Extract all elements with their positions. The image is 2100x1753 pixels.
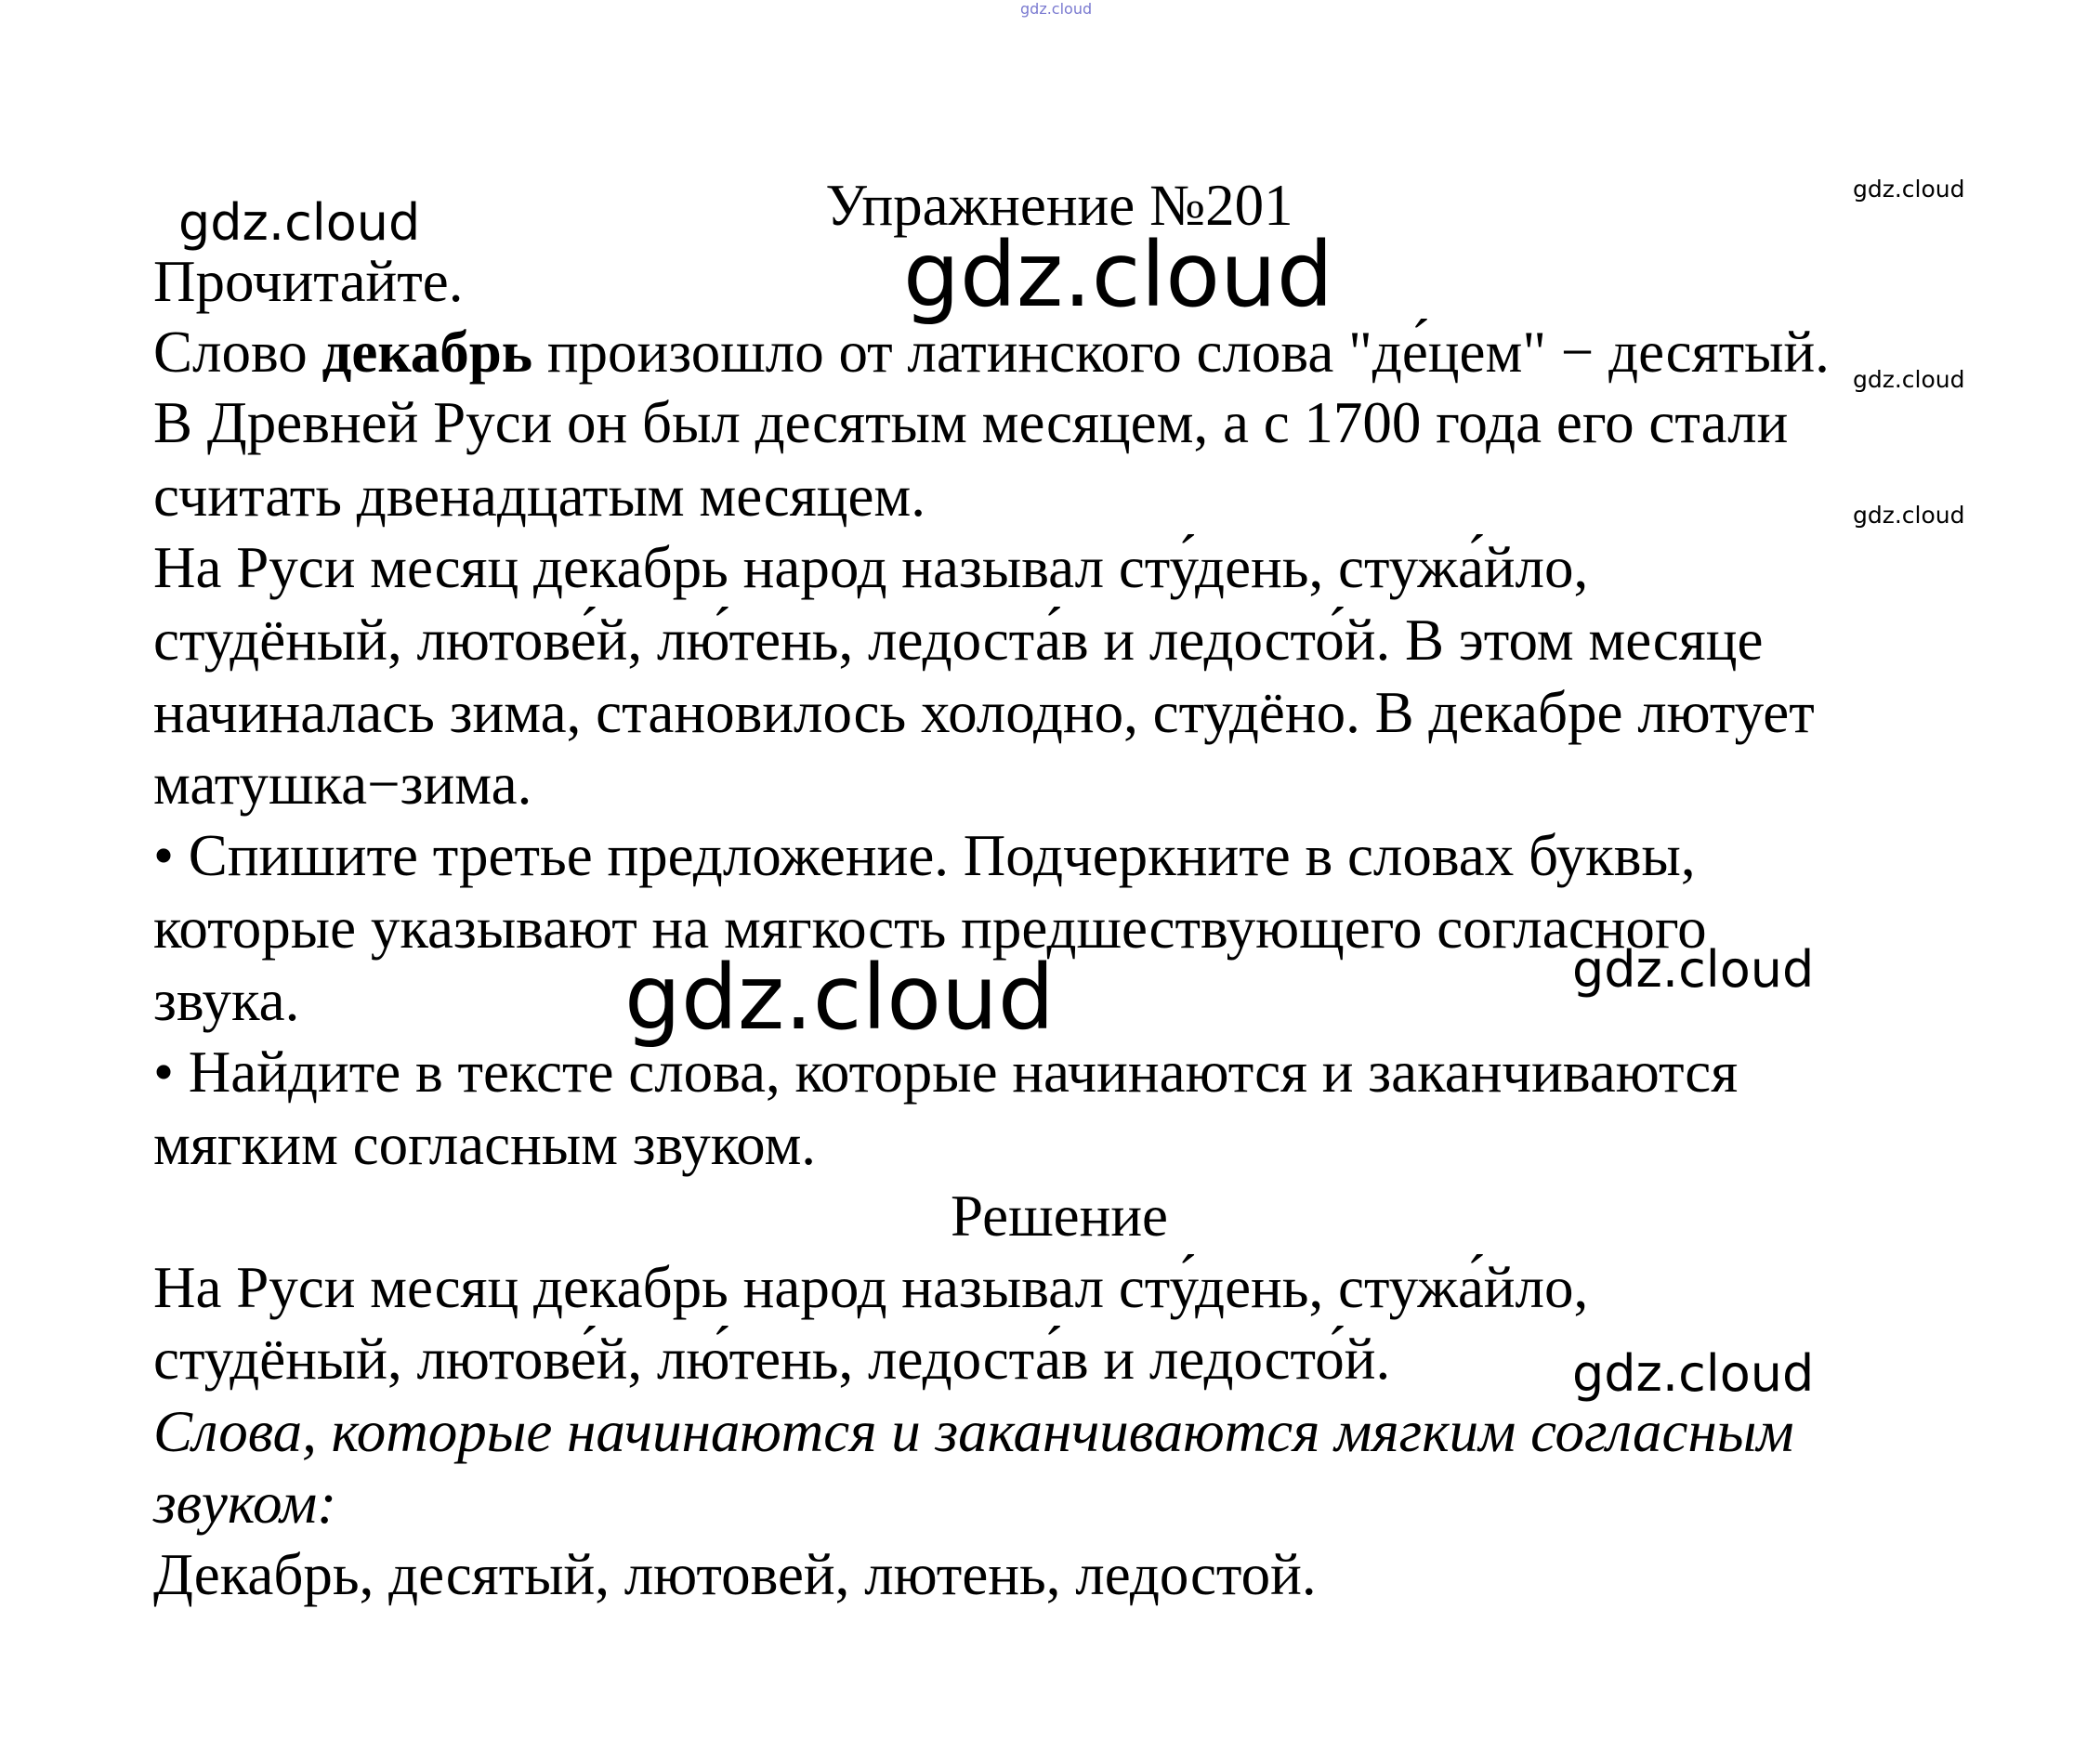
- task-2-line-1: • Найдите в тексте слова, которые начинаются и заканчиваются: [153, 1040, 1739, 1105]
- watermark-large-2: gdz.cloud: [624, 946, 1055, 1050]
- text-line-2: В Древней Руси он был десятым месяцем, а с 1700 года его стали: [153, 390, 1789, 455]
- text-line-6: начиналась зима, становилось холодно, студёно. В декабре лютует: [153, 680, 1815, 745]
- watermark-medium-1: gdz.cloud: [178, 193, 421, 252]
- solution-heading: Решение: [950, 1184, 1169, 1249]
- watermark-top: gdz.cloud: [1020, 0, 1093, 18]
- task-1-line-3: звука.: [153, 968, 300, 1033]
- solution-line-1: На Руси месяц декабрь народ называл сту́день, стужа́йло,: [153, 1255, 1589, 1320]
- text-line-1-end: произошло от латинского слова "де́цем" − десятый.: [532, 320, 1830, 385]
- text-line-4: На Руси месяц декабрь народ называл сту́день, стужа́йло,: [153, 535, 1589, 600]
- watermark-medium-3: gdz.cloud: [1572, 1344, 1815, 1403]
- solution-line-2: студёный, лютове́й, лю́тень, ледоста́в и ледосто́й.: [153, 1327, 1391, 1392]
- text-line-3: считать двенадцатым месяцем.: [153, 464, 926, 529]
- instruction: Прочитайте.: [153, 249, 464, 314]
- solution-italic-line-2: звуком:: [153, 1471, 337, 1536]
- solution-answer: Декабрь, десятый, лютовей, лютень, ледостой.: [153, 1542, 1317, 1607]
- task-2-line-2: мягким согласным звуком.: [153, 1112, 817, 1177]
- task-1-line-2: которые указывают на мягкость предшествующего согласного: [153, 896, 1707, 961]
- text-line-7: матушка−зима.: [153, 752, 532, 817]
- watermark-medium-2: gdz.cloud: [1572, 940, 1815, 999]
- task-1-line-1: • Спишите третье предложение. Подчеркните в словах буквы,: [153, 823, 1696, 888]
- text-line-1-start: Слово: [153, 320, 322, 385]
- watermark-small-3: gdz.cloud: [1853, 502, 1965, 529]
- text-line-1: [153, 317, 1830, 387]
- solution-italic-line-1: Слова, которые начинаются и заканчиваются мягким согласным: [153, 1399, 1794, 1464]
- watermark-large-1: gdz.cloud: [903, 223, 1333, 327]
- watermark-small-1: gdz.cloud: [1853, 176, 1965, 203]
- text-line-5: студёный, лютове́й, лю́тень, ледоста́в и ледосто́й. В этом месяце: [153, 608, 1764, 673]
- watermark-small-2: gdz.cloud: [1853, 366, 1965, 393]
- exercise-title: Упражнение №201: [825, 173, 1293, 238]
- highlighted-word: декабрь: [322, 320, 533, 385]
